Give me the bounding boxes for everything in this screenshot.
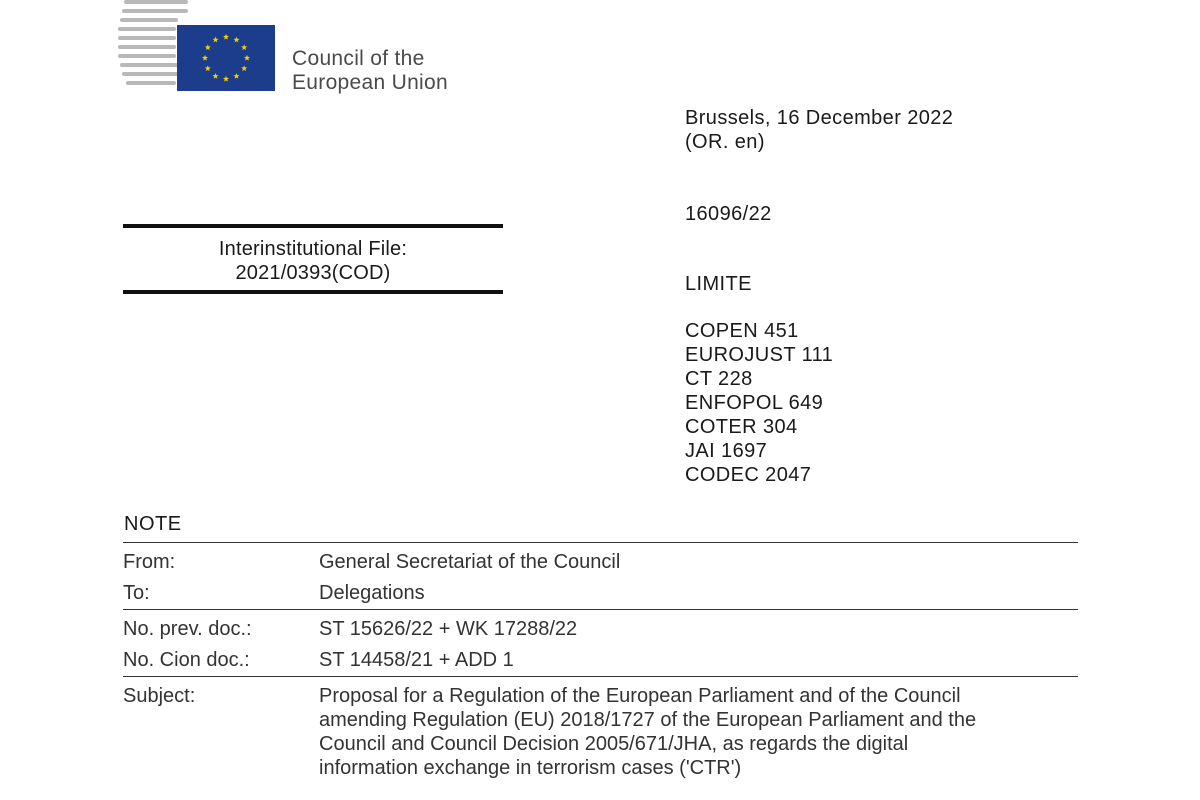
- row-label: No. Cion doc.:: [123, 649, 250, 671]
- doc-number: 16096/22: [685, 203, 772, 225]
- eu-stars-icon: [177, 25, 275, 91]
- code-item: CODEC 2047: [685, 464, 812, 486]
- code-item: ENFOPOL 649: [685, 392, 824, 414]
- org-name-line1: Council of the: [292, 47, 425, 70]
- flag-star: [202, 55, 208, 61]
- flag-star: [223, 76, 229, 82]
- flag-star: [233, 73, 239, 79]
- code-item: JAI 1697: [685, 440, 768, 462]
- org-name-line2: European Union: [292, 71, 448, 94]
- subject-line: information exchange in terrorism cases ('CTR'): [319, 757, 742, 779]
- note-heading: NOTE: [124, 513, 182, 535]
- subject-text: [319, 684, 1078, 780]
- row-value: ST 15626/22 + WK 17288/22: [319, 618, 578, 640]
- row-value: General Secretariat of the Council: [319, 551, 621, 573]
- classification-label: LIMITE: [685, 273, 752, 295]
- row-label: Subject:: [123, 685, 196, 707]
- subject-line: amending Regulation (EU) 2018/1727 of the European Parliament and the: [319, 709, 977, 731]
- code-item: COTER 304: [685, 416, 798, 438]
- row-value: Delegations: [319, 582, 425, 604]
- file-label: Interinstitutional File:: [218, 238, 408, 260]
- flag-star: [241, 65, 247, 71]
- original-language: (OR. en): [685, 131, 765, 153]
- flag-star: [223, 34, 229, 40]
- table-row-cion-doc: [123, 645, 1078, 676]
- eu-flag-logo: [177, 25, 275, 91]
- place-date-block: [685, 106, 953, 154]
- file-number: 2021/0393(COD): [235, 262, 391, 284]
- row-label: No. prev. doc.:: [123, 618, 252, 640]
- table-row-prev-doc: [123, 610, 1078, 645]
- flag-star: [212, 73, 218, 79]
- flag-star: [241, 44, 247, 50]
- table-row-to: [123, 578, 1078, 609]
- subject-line: Council and Council Decision 2005/671/JHA, as regards the digital: [319, 733, 909, 755]
- flag-star: [205, 44, 211, 50]
- code-item: COPEN 451: [685, 320, 799, 342]
- flag-star: [244, 55, 250, 61]
- table-row-subject: [123, 677, 1078, 784]
- row-label: To:: [123, 582, 150, 604]
- code-item: CT 228: [685, 368, 753, 390]
- place-date: Brussels, 16 December 2022: [685, 107, 954, 129]
- row-label: From:: [123, 551, 176, 573]
- subject-line: Proposal for a Regulation of the European Parliament and of the Council: [319, 685, 961, 707]
- organization-name: [292, 47, 448, 95]
- flag-star: [233, 37, 239, 43]
- flag-star: [205, 65, 211, 71]
- interinstitutional-file-box: [123, 224, 503, 294]
- flag-star: [212, 37, 218, 43]
- note-table: [123, 542, 1078, 784]
- table-row-from: [123, 543, 1078, 578]
- code-item: EUROJUST 111: [685, 344, 834, 366]
- row-value: ST 14458/21 + ADD 1: [319, 649, 514, 671]
- document-codes: [685, 319, 833, 487]
